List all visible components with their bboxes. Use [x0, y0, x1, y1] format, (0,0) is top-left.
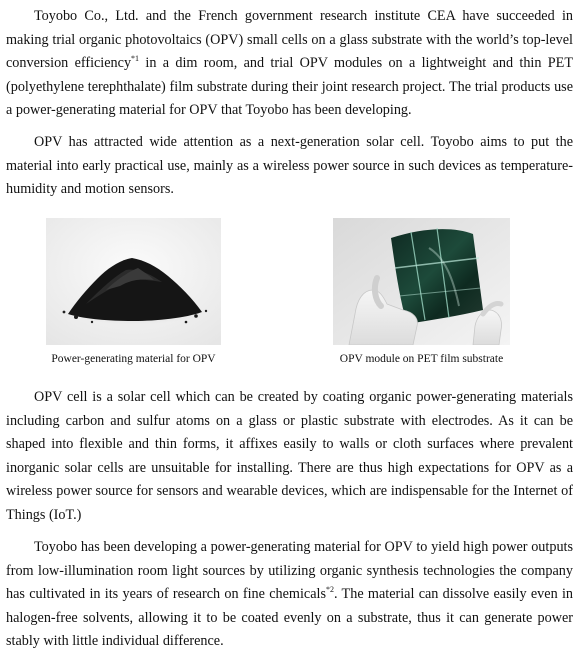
- powder-photo: [46, 218, 221, 345]
- paragraph-opv-cell: [6, 386, 573, 528]
- paragraph-intro-text-a: Toyobo Co., Ltd. and the French government research institute CEA have succeeded in making trial organic photovoltaics (OPV) small cells on a glass substrate with the world’s top-level conversion efficiency: [6, 8, 573, 72]
- caption-opv-module: OPV module on PET film substrate: [339, 353, 504, 365]
- paragraph-aims-text: OPV has attracted wide attention as a next-generation solar cell. Toyobo aims to put the material into early practical use, mainly as a wireless power source in such devices as temperature-humidity and motion sensors.: [6, 134, 573, 198]
- paragraph-development: [6, 536, 573, 654]
- paragraph-intro: [6, 5, 573, 123]
- paragraph-development-text-a: Toyobo has been developing a power-generating material for OPV to yield high power outputs from low-illumination room light sources by utilizing organic synthesis technologies the company has cultivated in its years of research on fine chemicals: [6, 539, 573, 603]
- opv-module-photo: [333, 218, 510, 345]
- footnote-marker-2: *2: [325, 585, 334, 595]
- paragraph-development-text-b: . The material can dissolve easily even in halogen-free solvents, allowing it to be coated evenly on a substrate, thus it can generate power stably with little individual difference.: [6, 586, 573, 650]
- figure-opv-module: [333, 218, 510, 345]
- paragraph-opv-cell-text: OPV cell is a solar cell which can be created by coating organic power-generating materials including carbon and sulfur atoms on a glass or plastic substrate with electrodes. As it can be shaped into flexible and thin forms, it affixes easily to walls or cloth surfaces where prevalent inorganic solar cells are unsuitable for installing. There are thus high expectations for OPV as a wireless power source for sensors and wearable devices, which are indispensable for the Internet of Things (IoT.): [6, 389, 573, 523]
- paragraph-intro-text-b: in a dim room, and trial OPV modules on a lightweight and thin PET (polyethylene terephthalate) film substrate during their joint research project. The trial products use a power-generating material for OPV that Toyobo has been developing.: [6, 55, 574, 119]
- footnote-marker-1: *1: [131, 54, 140, 64]
- caption-powder-material: Power-generating material for OPV: [51, 353, 216, 365]
- figure-powder-material: [46, 218, 221, 345]
- paragraph-aims: [6, 131, 573, 202]
